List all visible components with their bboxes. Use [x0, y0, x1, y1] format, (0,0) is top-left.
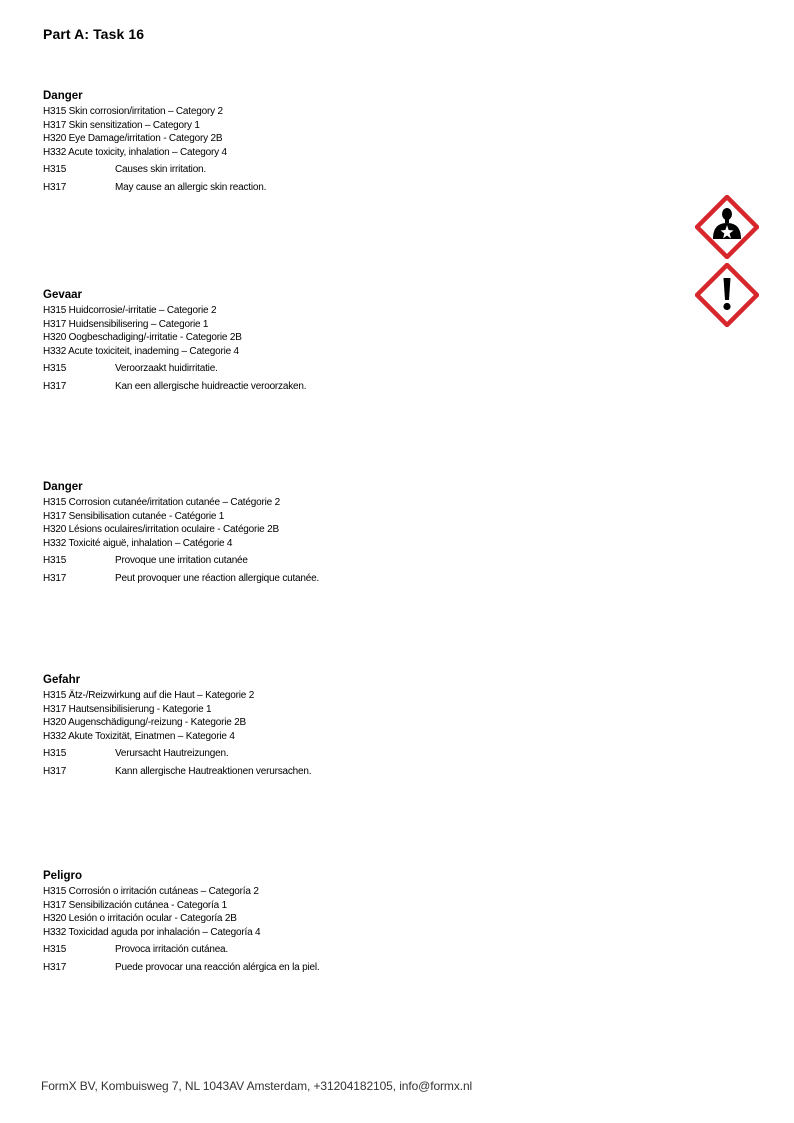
hazard-class-line: H332 Acute toxiciteit, inademing – Categorie 4: [43, 345, 239, 357]
hazard-class-line: H320 Lesión o irritación ocular - Categoría 2B: [43, 913, 237, 924]
hazard-statement-text: Veroorzaakt huidirritatie.: [115, 363, 218, 374]
hazard-statement-code: H315: [43, 944, 67, 955]
hazard-statement-code: H317: [43, 381, 67, 392]
hazard-statement-text: Provoque une irritation cutanée: [115, 555, 248, 566]
hazard-class-line: H320 Augenschädigung/-reizung - Kategorie 2B: [43, 717, 247, 728]
hazard-statement-code: H315: [43, 748, 67, 759]
hazard-class-line: H315 Ätz-/Reizwirkung auf die Haut – Kategorie 2: [43, 690, 255, 701]
hazard-class-line: H332 Akute Toxizität, Einatmen – Kategorie 4: [43, 730, 235, 742]
hazard-statement-code: H315: [43, 555, 67, 566]
hazard-statement-text: Causes skin irritation.: [115, 164, 206, 175]
hazard-statement-code: H317: [43, 766, 67, 777]
hazard-class-line: H320 Lésions oculaires/irritation oculaire - Catégorie 2B: [43, 524, 279, 535]
hazard-class-line: H317 Hautsensibilisierung - Kategorie 1: [43, 703, 212, 715]
hazard-class-line: H317 Skin sensitization – Category 1: [43, 119, 200, 131]
hazard-statement-row: [43, 943, 643, 956]
hazard-class-line: H315 Corrosión o irritación cutáneas – Categoría 2: [43, 886, 259, 897]
health-hazard-icon: [695, 195, 759, 259]
hazard-class-line: H315 Corrosion cutanée/irritation cutanée – Catégorie 2: [43, 497, 280, 508]
hazard-statement-text: Provoca irritación cutánea.: [115, 944, 228, 955]
hazard-statement-row: [43, 554, 643, 567]
hazard-statement-row: [43, 765, 643, 778]
hazard-section-french: [43, 480, 643, 585]
hazard-class-line: H317 Sensibilización cutánea - Categoría 1: [43, 899, 227, 911]
hazard-statement-code: H315: [43, 363, 67, 374]
hazard-class-line: H320 Oogbeschadiging/-irritatie - Categorie 2B: [43, 332, 242, 343]
hazard-class-line: H332 Toxicidad aguda por inhalación – Categoría 4: [43, 926, 261, 938]
hazard-statement-code: H317: [43, 182, 67, 193]
hazard-class-line: H332 Toxicité aiguë, inhalation – Catégorie 4: [43, 537, 233, 549]
hazard-section-spanish: [43, 869, 643, 974]
hazard-class-line: H317 Sensibilisation cutanée - Catégorie 1: [43, 510, 225, 522]
hazard-statement-row: [43, 961, 643, 974]
hazard-section-dutch: [43, 288, 643, 393]
hazard-class-line: H315 Huidcorrosie/-irritatie – Categorie 2: [43, 305, 217, 316]
hazard-section-german: [43, 673, 643, 778]
signal-word: Peligro: [43, 870, 82, 882]
hazard-statement-row: [43, 163, 643, 176]
signal-word: Gefahr: [43, 674, 81, 686]
hazard-statement-row: [43, 747, 643, 760]
hazard-class-line: H320 Eye Damage/irritation - Category 2B: [43, 133, 223, 144]
hazard-statement-text: Verursacht Hautreizungen.: [115, 748, 229, 759]
hazard-statement-row: [43, 362, 643, 375]
signal-word: Gevaar: [43, 289, 83, 301]
hazard-statement-text: Kan een allergische huidreactie veroorzaken.: [115, 381, 307, 392]
hazard-statement-text: Peut provoquer une réaction allergique cutanée.: [115, 573, 320, 584]
hazard-class-line: H332 Acute toxicity, inhalation – Category 4: [43, 146, 227, 158]
hazard-statement-text: Kann allergische Hautreaktionen verursachen.: [115, 766, 312, 777]
hazard-statement-row: [43, 572, 643, 585]
hazard-class-line: H317 Huidsensibilisering – Categorie 1: [43, 318, 209, 330]
hazard-statement-code: H315: [43, 164, 67, 175]
hazard-statement-code: H317: [43, 573, 67, 584]
signal-word: Danger: [43, 90, 83, 102]
footer-company-info: FormX BV, Kombuisweg 7, NL 1043AV Amsterdam, +31204182105, info@formx.nl: [41, 1079, 473, 1093]
hazard-section-english: [43, 89, 643, 194]
hazard-statement-row: [43, 181, 643, 194]
hazard-class-line: H315 Skin corrosion/irritation – Category 2: [43, 106, 223, 117]
page-title: Part A: Task 16: [43, 26, 145, 42]
signal-word: Danger: [43, 481, 83, 493]
hazard-statement-code: H317: [43, 962, 67, 973]
exclamation-mark-icon: [695, 263, 759, 327]
hazard-statement-text: Puede provocar una reacción alérgica en la piel.: [115, 962, 320, 973]
hazard-statement-text: May cause an allergic skin reaction.: [115, 182, 267, 193]
hazard-statement-row: [43, 380, 643, 393]
